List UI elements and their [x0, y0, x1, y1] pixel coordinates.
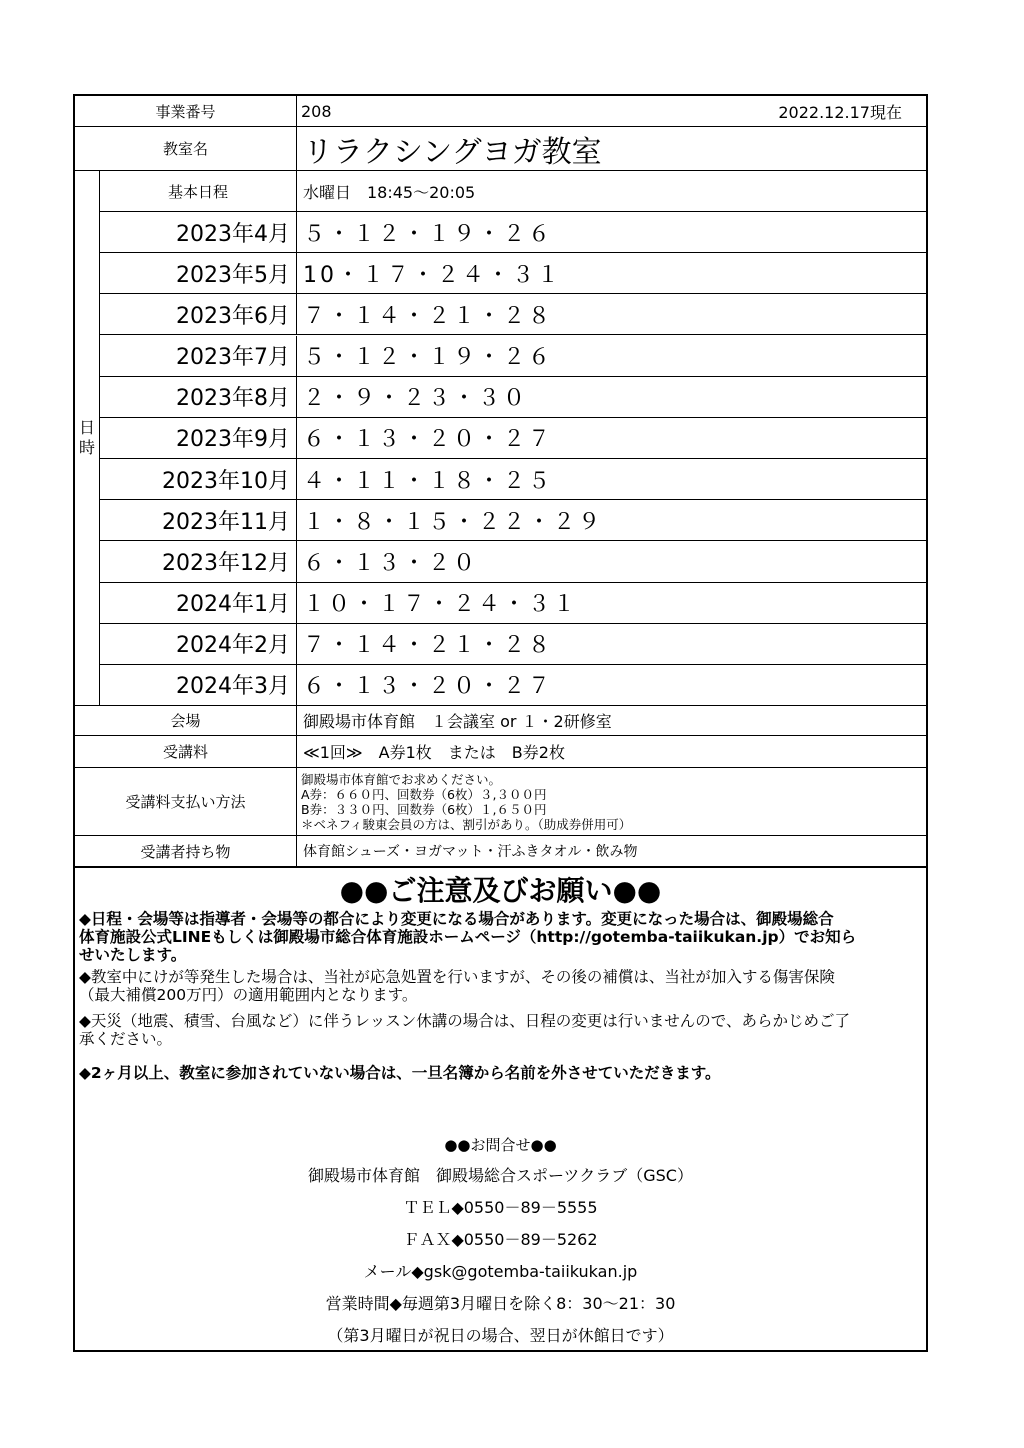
side-char-2: 時 [78, 438, 95, 457]
schedule-side-label [75, 171, 100, 706]
business-no-label: 事業番号 [75, 96, 297, 127]
contact-closed-note: （第3月曜日が祝日の場合、翌日が休館日です） [327, 1326, 674, 1345]
venue-label: 会場 [75, 706, 297, 736]
month-dates: １・８・１５・２２・２９ [297, 500, 926, 541]
class-name: リラクシングヨガ教室 [297, 127, 926, 171]
payment-details [297, 768, 926, 836]
payment-line: 御殿場市体育館でお求めください。 [301, 771, 502, 787]
contact-hours: 営業時間◆毎週第3月曜日を除く8：30～21：30 [325, 1294, 676, 1313]
items-value: 体育館シューズ・ヨガマット・汗ふきタオル・飲み物 [297, 836, 926, 868]
month-label: 2023年4月 [100, 212, 297, 253]
payment-line: A券：６６０円、回数券（6枚）３,３００円 [301, 786, 547, 802]
month-dates: ７・１４・２１・２８ [297, 294, 926, 335]
month-label: 2024年3月 [100, 665, 297, 706]
month-label: 2023年8月 [100, 377, 297, 418]
contact-block [75, 1130, 926, 1352]
contact-org: 御殿場市体育館 御殿場総合スポーツクラブ（GSC） [308, 1166, 693, 1185]
notes-heading: ●●ご注意及びお願い●● [339, 874, 662, 907]
note-line: せいたします。 [79, 946, 187, 964]
fee-label: 受講料 [75, 736, 297, 768]
contact-mail: メール◆gsk@gotemba-taiikukan.jp [363, 1262, 638, 1281]
payment-line: B券：３３０円、回数券（6枚）１,６５０円 [301, 801, 547, 817]
month-dates: ６・１３・２０・２７ [297, 665, 926, 706]
note-line: 体育施設公式LINEもしくは御殿場市総合体育施設ホームページ（http://gotemba-taiikukan.jp）でお知ら [79, 928, 857, 946]
note-line: ◆日程・会場等は指導者・会場等の都合により変更になる場合があります。変更になった場合は、御殿場総合 [79, 910, 834, 928]
note-schedule-change [75, 910, 926, 964]
business-no: 208 [301, 101, 332, 121]
basic-schedule-label: 基本日程 [100, 171, 297, 212]
month-label: 2023年9月 [100, 418, 297, 459]
items-label: 受講者持ち物 [75, 836, 297, 868]
class-info-sheet [73, 94, 928, 1352]
month-label: 2023年7月 [100, 336, 297, 377]
month-label: 2023年11月 [100, 500, 297, 541]
fee-value: ≪1回≫ A券1枚 または B券2枚 [297, 736, 926, 768]
payment-line: ＊ベネフィ駿東会員の方は、割引があり。（助成券併用可） [301, 816, 632, 832]
month-dates: ６・１３・２０・２７ [297, 418, 926, 459]
month-dates: ６・１３・２０ [297, 541, 926, 582]
venue-value: 御殿場市体育館 １会議室 or １・2研修室 [297, 706, 926, 736]
note-line: ◆天災（地震、積雪、台風など）に伴うレッスン休講の場合は、日程の変更は行いませんので、あらかじめご了 [79, 1012, 850, 1030]
month-label: 2023年12月 [100, 541, 297, 582]
note-disaster [75, 1012, 926, 1048]
note-absence: ◆2ヶ月以上、教室に参加されていない場合は、一旦名簿から名前を外させていただきます。 [79, 1064, 721, 1082]
month-dates: 10・１７・２４・３１ [297, 253, 926, 294]
note-line: ◆教室中にけが等発生した場合は、当社が応急処置を行いますが、その後の補償は、当社が加入する傷害保険 [79, 968, 835, 986]
notes-section [75, 872, 926, 1352]
month-dates: ５・１２・１９・２６ [297, 212, 926, 253]
business-no-cell [297, 96, 926, 127]
month-dates: ５・１２・１９・２６ [297, 336, 926, 377]
contact-heading: ●●お問合せ●● [444, 1136, 557, 1154]
month-dates: ７・１４・２１・２８ [297, 624, 926, 665]
basic-schedule-value: 水曜日 18:45～20:05 [297, 171, 926, 212]
month-label: 2024年2月 [100, 624, 297, 665]
note-line: （最大補償200万円）の適用範囲内となります。 [79, 986, 418, 1004]
month-dates: ４・１１・１８・２５ [297, 459, 926, 500]
side-char-1: 日 [78, 418, 95, 437]
month-label: 2023年5月 [100, 253, 297, 294]
month-label: 2023年10月 [100, 459, 297, 500]
contact-fax: ＦＡＸ◆0550－89－5262 [403, 1230, 598, 1249]
class-name-label: 教室名 [75, 127, 297, 171]
month-dates: ２・９・２３・３０ [297, 377, 926, 418]
month-label: 2024年1月 [100, 583, 297, 624]
month-label: 2023年6月 [100, 294, 297, 335]
month-dates: １０・１７・２４・３１ [297, 583, 926, 624]
payment-label: 受講料支払い方法 [75, 768, 297, 836]
note-line: 承ください。 [79, 1030, 173, 1048]
contact-tel: ＴＥＬ◆0550－89－5555 [403, 1198, 598, 1217]
as-of-date: 2022.12.17現在 [778, 102, 902, 122]
note-injury [75, 968, 926, 1004]
